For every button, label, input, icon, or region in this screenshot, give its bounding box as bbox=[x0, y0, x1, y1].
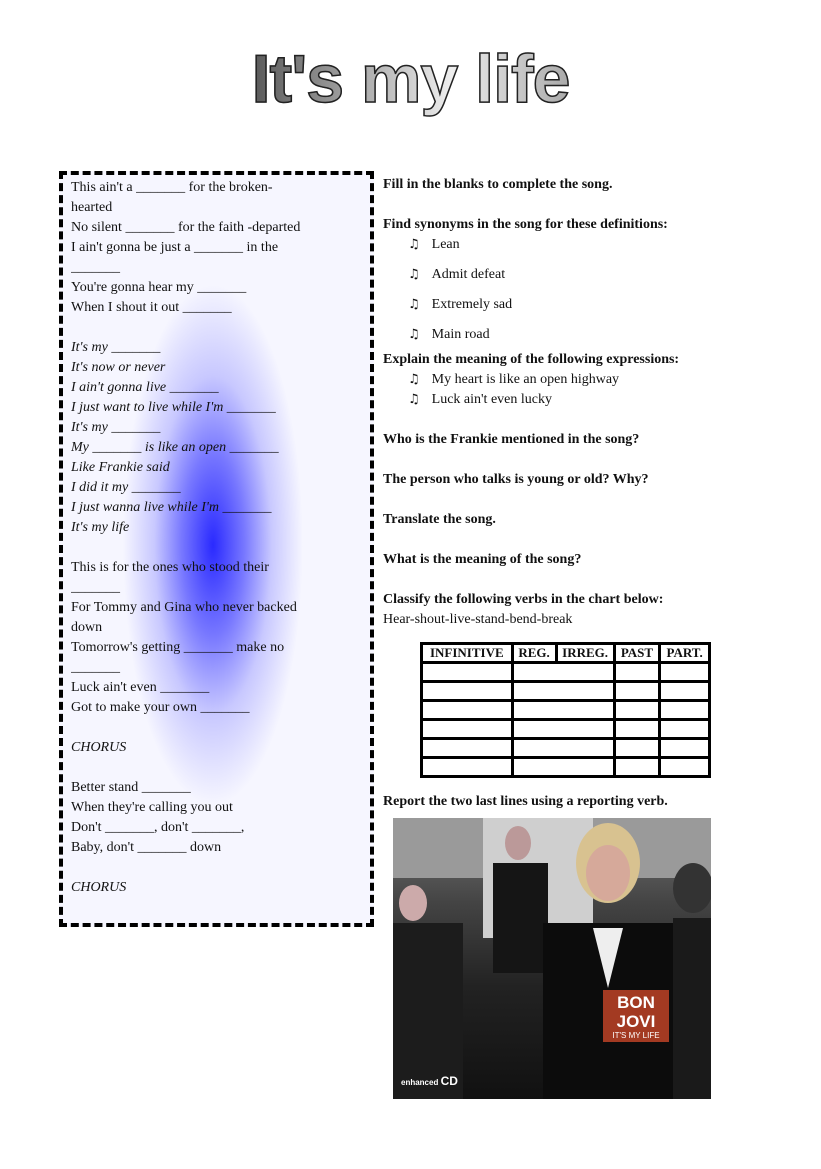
lyric-line: down bbox=[71, 620, 103, 635]
blank-cell[interactable] bbox=[422, 701, 513, 720]
table-header-row bbox=[422, 644, 710, 663]
blank-cell[interactable] bbox=[512, 701, 614, 720]
synonym-item: Admit defeat bbox=[431, 267, 506, 282]
header-part: PART. bbox=[660, 644, 710, 663]
expression-list bbox=[383, 370, 711, 410]
blank-cell[interactable] bbox=[422, 663, 513, 682]
album-cover-image bbox=[393, 818, 711, 1099]
lyric-line bbox=[71, 718, 361, 738]
blank-cell[interactable] bbox=[422, 758, 513, 777]
blank-cell[interactable] bbox=[614, 682, 660, 701]
blank-cell[interactable] bbox=[512, 758, 614, 777]
blank-cell[interactable] bbox=[512, 663, 614, 682]
lyric-line: Tomorrow's getting _______ make no bbox=[71, 640, 285, 655]
verb-list: Hear-shout-live-stand-bend-break bbox=[383, 612, 573, 627]
blank-cell[interactable] bbox=[660, 701, 710, 720]
lyric-line: You're gonna hear my _______ bbox=[71, 280, 247, 295]
lyric-line: CHORUS bbox=[71, 740, 127, 755]
header-past: PAST bbox=[614, 644, 660, 663]
synonym-item: Extremely sad bbox=[431, 297, 513, 312]
lyric-line: I ain't gonna be just a _______ in the bbox=[71, 240, 279, 255]
expression-item: My heart is like an open highway bbox=[431, 372, 620, 387]
lyric-line: It's now or never bbox=[71, 360, 166, 375]
lyric-line: It's my _______ bbox=[71, 420, 161, 435]
lyric-line: Got to make your own _______ bbox=[71, 700, 250, 715]
table-row bbox=[422, 682, 710, 701]
list-item bbox=[408, 260, 711, 290]
lyric-line: I did it my _______ bbox=[71, 480, 181, 495]
blank-cell[interactable] bbox=[512, 720, 614, 739]
lyric-line: CHORUS bbox=[71, 880, 127, 895]
list-item bbox=[408, 390, 711, 410]
blank-cell[interactable] bbox=[422, 739, 513, 758]
blank-cell[interactable] bbox=[660, 758, 710, 777]
lyric-line: It's my _______ bbox=[71, 340, 161, 355]
lyric-line: It's my life bbox=[71, 520, 130, 535]
blank-cell[interactable] bbox=[614, 758, 660, 777]
lyric-line: This is for the ones who stood their bbox=[71, 560, 269, 575]
task-explain: Explain the meaning of the following expressions: bbox=[383, 352, 680, 367]
album-logo: BON JOVI IT'S MY LIFE bbox=[603, 990, 669, 1042]
list-item bbox=[408, 320, 711, 350]
lyric-line: _______ bbox=[71, 660, 120, 675]
lyric-line bbox=[71, 538, 361, 558]
expression-item: Luck ain't even lucky bbox=[431, 392, 552, 407]
music-note-icon: ♫ bbox=[408, 327, 420, 342]
lyric-line: When I shout it out _______ bbox=[71, 300, 232, 315]
band-photo bbox=[393, 818, 711, 1099]
task-translate: Translate the song. bbox=[383, 512, 496, 527]
lyric-line bbox=[71, 758, 361, 778]
lyric-line: I just want to live while I'm _______ bbox=[71, 400, 276, 415]
lyric-line: Like Frankie said bbox=[71, 460, 170, 475]
lyric-line: I just wanna live while I'm _______ bbox=[71, 500, 272, 515]
music-note-icon: ♫ bbox=[408, 392, 420, 407]
music-note-icon: ♫ bbox=[408, 267, 420, 282]
table-row bbox=[422, 663, 710, 682]
table-row bbox=[422, 720, 710, 739]
enhanced-cd-badge: enhanced CD bbox=[401, 1074, 458, 1088]
header-infinitive: INFINITIVE bbox=[422, 644, 513, 663]
lyric-line: My _______ is like an open _______ bbox=[71, 440, 279, 455]
blank-cell[interactable] bbox=[660, 739, 710, 758]
header-reg: REG. bbox=[512, 644, 556, 663]
music-note-icon: ♫ bbox=[408, 297, 420, 312]
header-irreg: IRREG. bbox=[556, 644, 614, 663]
task-meaning: What is the meaning of the song? bbox=[383, 552, 582, 567]
table-row bbox=[422, 758, 710, 777]
lyric-line: I ain't gonna live _______ bbox=[71, 380, 219, 395]
blank-cell[interactable] bbox=[512, 682, 614, 701]
task-synonyms: Find synonyms in the song for these definitions: bbox=[383, 217, 668, 232]
lyric-line: _______ bbox=[71, 580, 120, 595]
lyric-line: For Tommy and Gina who never backed bbox=[71, 600, 297, 615]
blank-cell[interactable] bbox=[614, 739, 660, 758]
lyric-line: Luck ain't even _______ bbox=[71, 680, 210, 695]
blank-cell[interactable] bbox=[422, 720, 513, 739]
lyric-line: When they're calling you out bbox=[71, 800, 233, 815]
table-row bbox=[422, 739, 710, 758]
list-item bbox=[408, 290, 711, 320]
song-lyrics bbox=[71, 178, 361, 898]
lyric-line bbox=[71, 858, 361, 878]
blank-cell[interactable] bbox=[614, 701, 660, 720]
list-item bbox=[408, 370, 711, 390]
lyric-line: Baby, don't _______ down bbox=[71, 840, 222, 855]
synonym-item: Lean bbox=[431, 237, 460, 252]
blank-cell[interactable] bbox=[614, 663, 660, 682]
verb-chart bbox=[420, 642, 711, 778]
blank-cell[interactable] bbox=[660, 720, 710, 739]
lyric-line: No silent _______ for the faith -departed bbox=[71, 220, 301, 235]
task-report: Report the two last lines using a reporting verb. bbox=[383, 794, 668, 809]
lyric-line: This ain't a _______ for the broken- bbox=[71, 180, 273, 195]
task-frankie: Who is the Frankie mentioned in the song? bbox=[383, 432, 640, 447]
lyric-line: _______ bbox=[71, 260, 120, 275]
blank-cell[interactable] bbox=[660, 663, 710, 682]
blank-cell[interactable] bbox=[614, 720, 660, 739]
music-note-icon: ♫ bbox=[408, 237, 420, 252]
synonym-list bbox=[383, 230, 711, 350]
task-person: The person who talks is young or old? Why? bbox=[383, 472, 649, 487]
worksheet-title: It's my life bbox=[0, 40, 821, 118]
task-classify: Classify the following verbs in the chart below: bbox=[383, 592, 664, 607]
blank-cell[interactable] bbox=[660, 682, 710, 701]
lyric-line: hearted bbox=[71, 200, 113, 215]
music-note-icon: ♫ bbox=[408, 372, 420, 387]
task-fill: Fill in the blanks to complete the song. bbox=[383, 177, 613, 192]
lyric-line bbox=[71, 318, 361, 338]
tasks-column bbox=[383, 175, 711, 1099]
table-row bbox=[422, 701, 710, 720]
synonym-item: Main road bbox=[431, 327, 490, 342]
lyric-line: Better stand _______ bbox=[71, 780, 191, 795]
blank-cell[interactable] bbox=[422, 682, 513, 701]
lyric-line: Don't _______, don't _______, bbox=[71, 820, 245, 835]
blank-cell[interactable] bbox=[512, 739, 614, 758]
